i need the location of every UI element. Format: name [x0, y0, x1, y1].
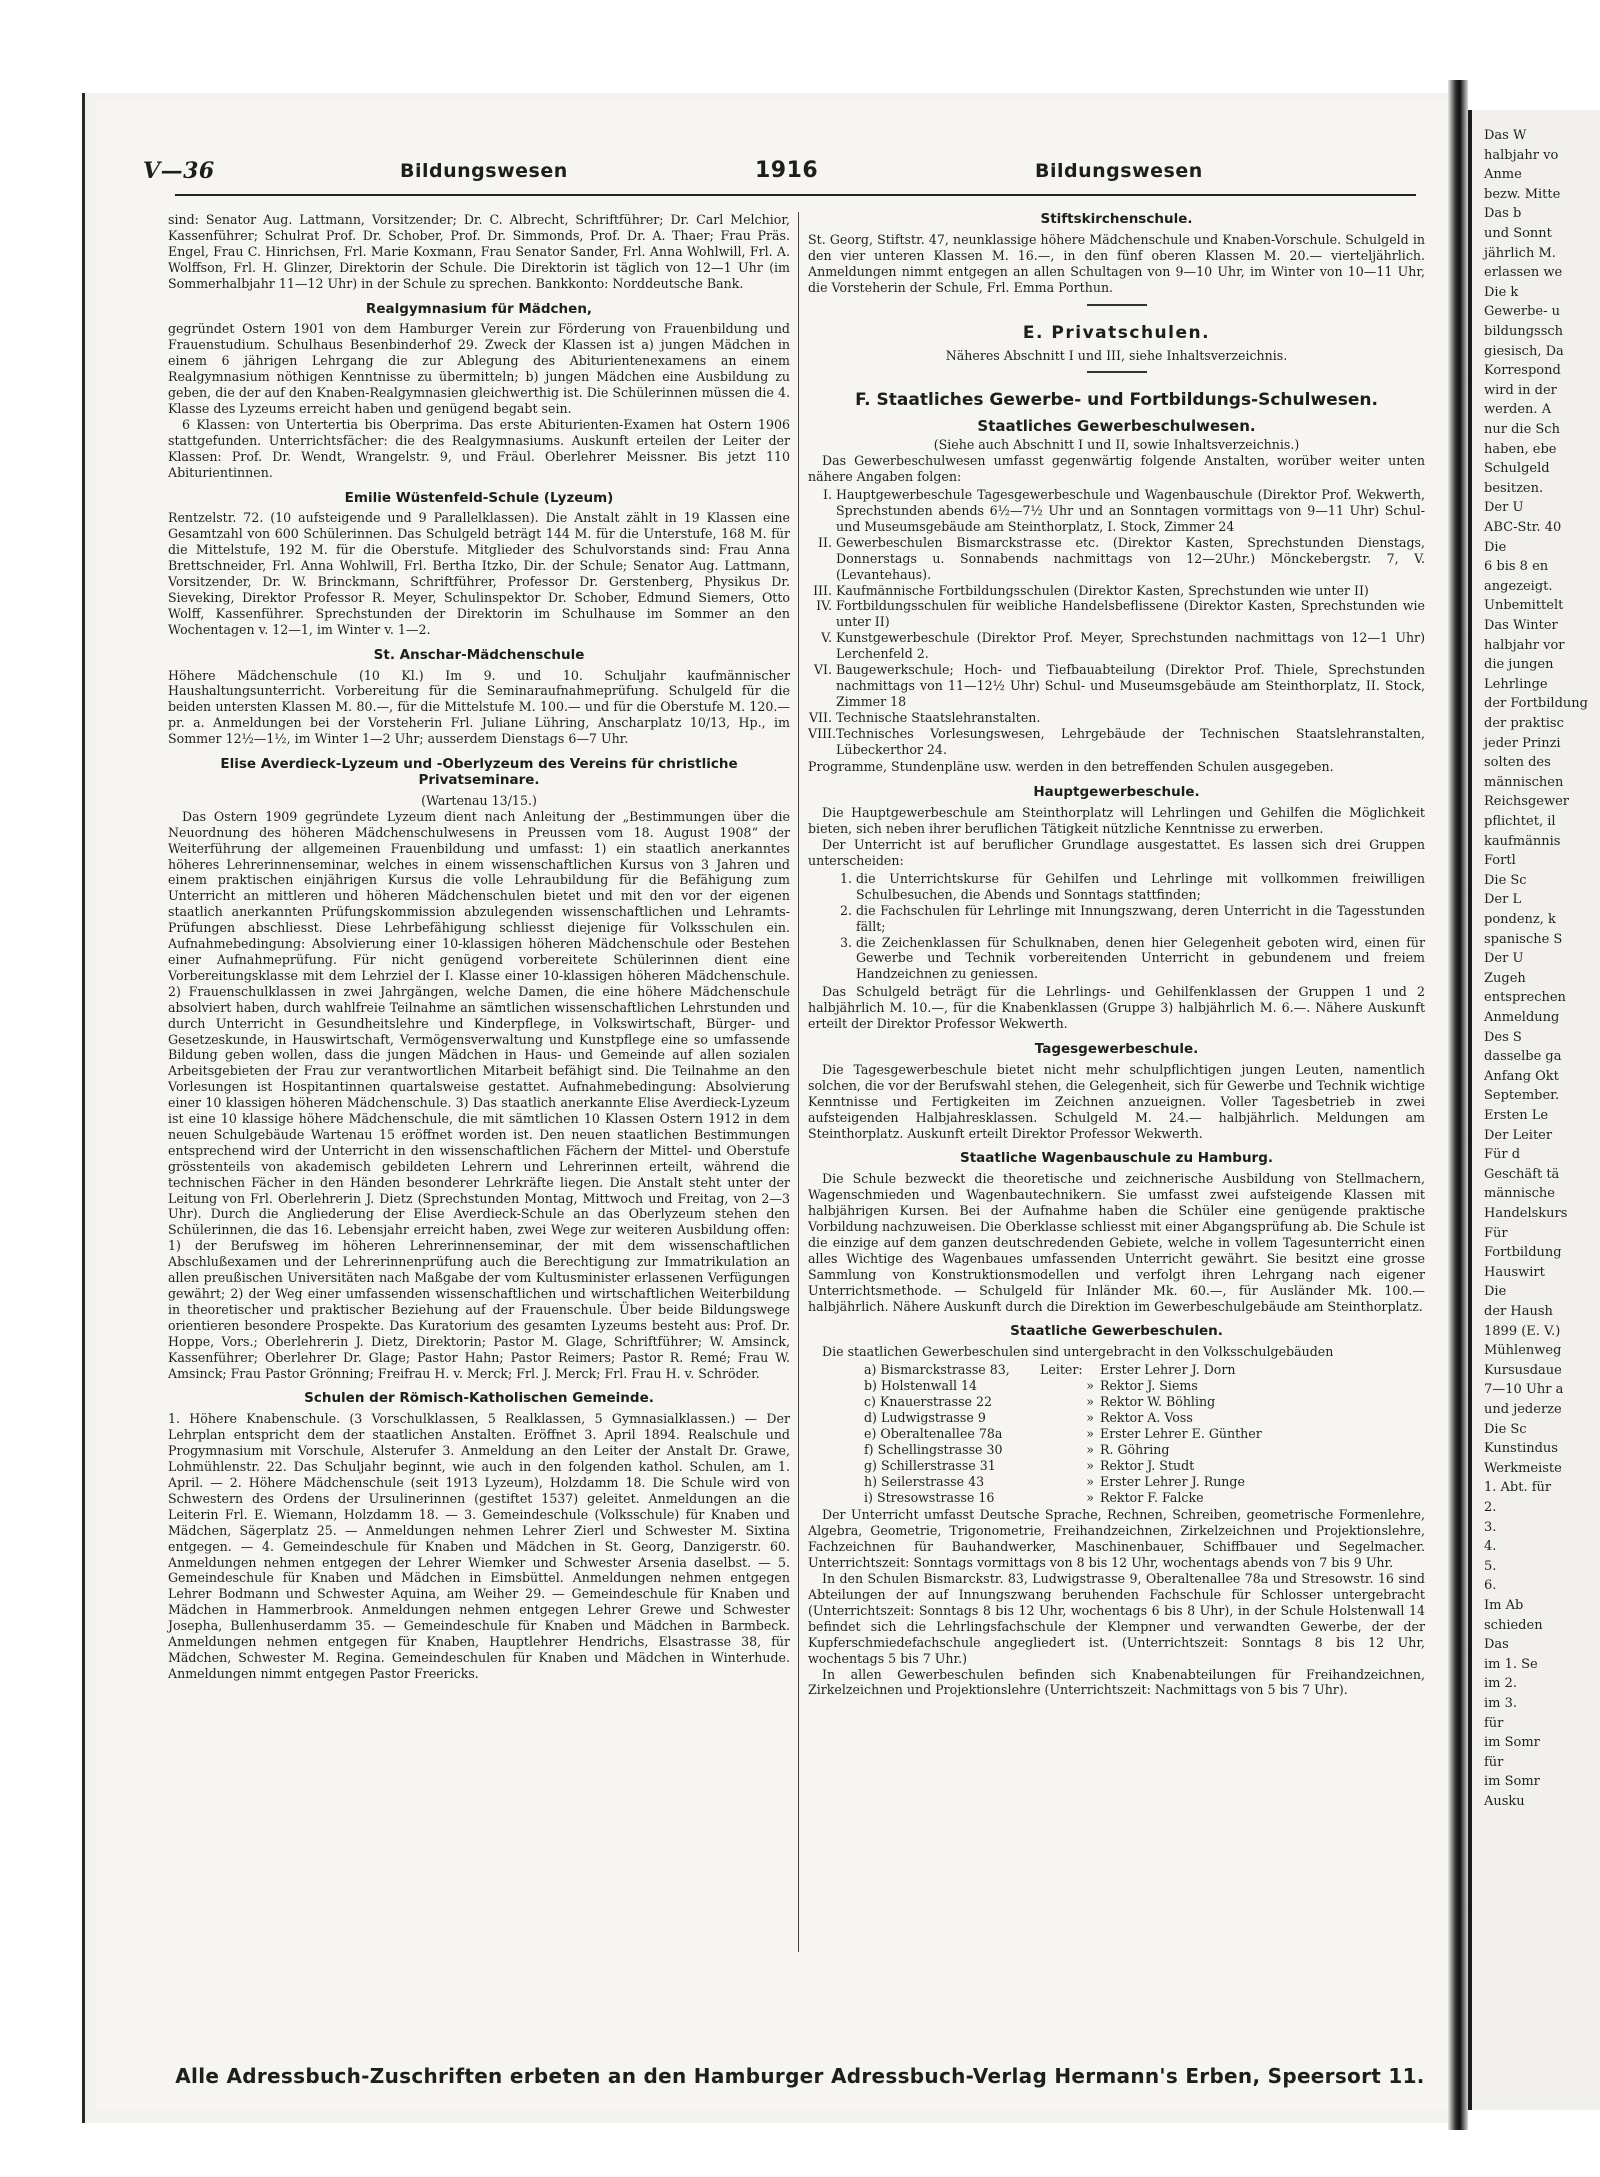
next-page-fragment: werden. A: [1484, 402, 1552, 418]
list-item: [808, 726, 1425, 758]
next-page-fragment: bezw. Mitte: [1484, 186, 1561, 202]
school-address: a) Bismarckstrasse 83,: [864, 1362, 1010, 1378]
next-page-fragment: Werkmeiste: [1484, 1460, 1562, 1476]
paragraph: In allen Gewerbeschulen befinden sich Knabenabteilungen für Freihandzeichnen, Zirkelzeichnen und Projektionslehre (Unterrichtszeit: Nachmittags von 5 bis 7 Uhr).: [808, 1666, 1425, 1698]
list-item-text: Technisches Vorlesungswesen, Lehrgebäude der Technischen Staatslehranstalten, Lübeckerthor 24.: [836, 725, 1425, 757]
next-page-fragment: Das W: [1484, 128, 1527, 143]
next-page-fragment: haben, ebe: [1484, 441, 1557, 457]
list-item-text: die Zeichenklassen für Schulknaben, denen hier Gelegenheit geboten wird, einen für Gewerbe und Technik vorbereitenden Unterricht in gebundenem und freiem Handzeichnen zu geniessen.: [856, 934, 1425, 982]
next-page-fragment: solten des: [1484, 755, 1551, 771]
next-page-fragment: September.: [1484, 1088, 1560, 1104]
next-page-fragment: jeder Prinzi: [1484, 735, 1561, 751]
next-page-fragment: 5.: [1484, 1558, 1497, 1574]
next-page-fragment: männischen: [1484, 774, 1564, 790]
next-page-fragment: männische: [1484, 1186, 1555, 1202]
chapter-note: Näheres Abschnitt I und III, siehe Inhaltsverzeichnis.: [945, 347, 1288, 363]
next-page-fragment: schieden: [1484, 1617, 1543, 1633]
next-page-fragment: Des S: [1484, 1029, 1522, 1045]
next-page-fragment: 6 bis 8 en: [1484, 559, 1549, 575]
paragraph: sind: Senator Aug. Lattmann, Vorsitzender; Dr. C. Albrecht, Schriftführer; Dr. Carl Melchior, Kassenführer; Schulrat Prof. Dr. Schober, Prof. Dr. Simmonds, Prof. Dr. A. Thaer; Frau Präs. Engel, Frau C. Hinrichsen, Frl. Marie Koxmann, Frau Senator Sander, Frl. Anna Wohlwill, Frl. A. Wolffson, Frl. H. Glinzer, Direktorin der Schule. Die Direktorin ist täglich von 12—1 Uhr (im Sommerhalbjahr 11—12 Uhr) in der Schule zu sprechen. Bankkonto: Norddeutsche Bank.: [168, 212, 790, 291]
school-leader: Rektor F. Falcke: [1100, 1489, 1204, 1505]
list-item: [808, 487, 1425, 535]
next-page-fragment: Die Sc: [1484, 872, 1527, 888]
paragraph: Der Unterricht ist auf beruflicher Grundlage ausgestattet. Es lassen sich drei Gruppen unterscheiden:: [808, 837, 1425, 868]
next-page-fragment: der Fortbildung: [1484, 696, 1588, 712]
next-page-fragment: für: [1484, 1715, 1504, 1731]
school-leader: Rektor J. Studt: [1100, 1457, 1195, 1473]
school-leader: Rektor J. Siems: [1100, 1378, 1198, 1394]
next-page-fragment: halbjahr vor: [1484, 637, 1565, 653]
next-page-fragment: 3.: [1484, 1519, 1497, 1535]
group-list: [828, 871, 1425, 982]
paragraph: Rentzelstr. 72. (10 aufsteigende und 9 Parallelklassen). Die Anstalt zählt in 19 Klassen eine Gesamtzahl von 600 Schülerinnen. Das Schulgeld beträgt 144 M. für die Unterstufe, 168 M. für die Mittelstufe, 192 M. für die Oberstufe. Mitglieder des Schulvorstands sind: Frau Anna Brettschneider, Frl. Anna Wohlwill, Frl. Bertha Itzko, Dir. der Schule; Senator Aug. Lattmann, Vorsitzender, Dr. W. Brinckmann, Schriftführer, Professor Dr. Gerstenberg, Physikus Dr. Sieveking, Direktor Professor R. Meyer, Schulinspektor Dr. Schober, Edmund Siemers, Otto Wolff, Kassenführer. Sprechstunden der Direktorin im Schulhause im Sommer an den Wochentagen v. 12—1, im Winter v. 1—2.: [168, 510, 790, 637]
section-subtitle: (Wartenau 13/15.): [421, 792, 537, 808]
school-address: f) Schellingstrasse 30: [864, 1441, 1003, 1457]
next-page-fragment: im 3.: [1484, 1696, 1518, 1711]
list-item-number: 2.: [839, 902, 852, 918]
paragraph: Das Schulgeld beträgt für die Lehrlings- und Gehilfenklassen der Gruppen 1 und 2 halbjährlich M. 10.—, für die Knabenklassen (Gruppe 3) halbjährlich M. 6.—. Nähere Auskunft erteilt der Direktor Professor Wekwerth.: [808, 984, 1425, 1032]
book-gutter: [1448, 80, 1468, 2130]
next-page-fragment: Der U: [1484, 500, 1524, 516]
next-page-fragment: Der Leiter: [1484, 1127, 1553, 1143]
paragraph: Die staatlichen Gewerbeschulen sind untergebracht in den Volksschulgebäuden: [822, 1344, 1334, 1360]
next-page-fragment: im 2.: [1484, 1676, 1518, 1692]
next-page-fragment: im 1. Se: [1484, 1656, 1538, 1672]
section-heading: Hauptgewerbeschule.: [1033, 784, 1200, 801]
next-page-fragment: Ersten Le: [1484, 1108, 1549, 1123]
next-page-fragment: und jederze: [1484, 1402, 1562, 1417]
paragraph: gegründet Ostern 1901 von dem Hamburger Verein zur Förderung von Frauenbildung und Frauenstudium. Schulhaus Besenbinderhof 29. Zweck der Klassen ist a) jungen Mädchen in einem 6 jährigen Lehrgang die zur Ablegung des Abiturientenexamens an einem Realgymnasium nöthigen Kenntnisse zu übermitteln; b) jungen Mädchen eine Ausbildung zu geben, die der auf den Knaben-Realgymnasien gleichwerthig ist. Die Schülerinnen müssen die 4. Klasse des Lyzeums erreicht haben und genügend begabt sein.: [168, 321, 790, 416]
leiter-marker: »: [1086, 1394, 1094, 1410]
next-page-fragment: Der L: [1484, 892, 1522, 908]
next-page-fragment: Handelskurs: [1484, 1206, 1568, 1221]
school-address: h) Seilerstrasse 43: [864, 1473, 985, 1489]
leiter-marker: »: [1086, 1410, 1094, 1425]
next-page-fragment: halbjahr vo: [1484, 147, 1559, 163]
next-page-fragment: der Haush: [1484, 1304, 1553, 1319]
school-leader: R. Göhring: [1100, 1441, 1170, 1457]
next-page-fragment: 6.: [1484, 1578, 1497, 1594]
next-page-fragment: Im Ab: [1484, 1598, 1524, 1613]
leiter-marker: »: [1086, 1457, 1094, 1473]
next-page-fragment: Die Sc: [1484, 1421, 1527, 1437]
section-heading: Tagesgewerbeschule.: [1034, 1040, 1199, 1057]
next-page-fragment: Anmeldung: [1484, 1010, 1560, 1025]
next-page-fragment: im Somr: [1484, 1735, 1540, 1751]
next-page-fragment: Die k: [1484, 284, 1519, 300]
next-page-fragment: Ausku: [1484, 1794, 1525, 1809]
institution-list: [808, 487, 1425, 757]
list-item: [808, 662, 1425, 710]
next-page-fragment: besitzen.: [1484, 480, 1544, 496]
paragraph: In den Schulen Bismarckstr. 83, Ludwigstrasse 9, Oberaltenallee 78a und Stresowstr. 16 sind Abteilungen der auf Innungszwang beruhenden Fachschule für Schlosser untergebracht (Unterrichtszeit: Sonntags 8 bis 12 Uhr, wochentags 6 bis 8 Uhr), in der Schule Holstenwall 14 befindet sich die Lehrlingsfachschule der Klempner und verwandten Gewerbe, der der Kupferschmiedefachschule angegliedert ist. (Unterrichtszeit: Sonntags 8 bis 12 Uhr, wochentags 5 bis 7 Uhr.): [808, 1571, 1425, 1666]
next-page-fragment: im Somr: [1484, 1774, 1540, 1790]
list-item: [808, 630, 1425, 662]
next-page-fragment: Für: [1484, 1225, 1508, 1241]
chapter-heading: F. Staatliches Gewerbe- und Fortbildungs-Schulwesen.: [855, 390, 1378, 411]
next-page-fragment: dasselbe ga: [1484, 1049, 1562, 1065]
table-row: [864, 1490, 1268, 1506]
next-page-fragment: entsprechen: [1484, 990, 1566, 1006]
list-item-number: 1.: [839, 870, 852, 886]
next-page-fragment: Das b: [1484, 206, 1522, 222]
next-page-edge: [1468, 110, 1600, 2110]
next-page-fragment: kaufmännis: [1484, 833, 1561, 849]
paragraph: Höhere Mädchenschule (10 Kl.) Im 9. und 10. Schuljahr kaufmännischer Haushaltungsunterricht. Vorbereitung für die Seminaraufnahmeprüfung. Schulgeld für die beiden untersten Klassen M. 80.—, für die Mittelstufe M. 100.— und für die Oberstufe M. 120.— pr. a. Anmeldungen bei der Vorsteherin Frl. Juliane Lühring, Anscharplatz 10/13, Hp., im Sommer 12½—1½, im Winter 1—2 Uhr; ausserdem Dienstags 6—7 Uhr.: [168, 667, 790, 747]
next-page-fragment: Kunstindus: [1484, 1441, 1558, 1457]
next-page-fragment: bildungssch: [1484, 324, 1564, 339]
next-page-fragment: Hauswirt: [1484, 1264, 1545, 1280]
table-row: [864, 1442, 1268, 1458]
paragraph: Das Ostern 1909 gegründete Lyzeum dient nach Anleitung der „Bestimmungen über die Neuordnung des höheren Mädchenschulwesens in Preussen vom 18. August 1908“ der Weiterführung der allgemeinen Frauenbildung und umfasst: 1) ein staatlich anerkanntes höheres Lehrerinnenseminar, welches in einem wissenschaftlichen Kursus von 3 Jahren und einem praktischen einjährigen Kursus die volle Lehraubildung für die Befähigung zum Unterricht an mittleren und höheren Mädchenschulen bietet und mit den vor der eigenen staatlich anerkannten Prüfungskommission abzulegenden wissenschaftlichen und Lehramts-Prüfungen abschliesst. Diese Lehrbefähigung schliesst diejenige für Volksschulen ein. Aufnahmebedingung: Absolvierung einer 10-klassigen höheren Mädchenschule oder Bestehen einer Aufnahmeprüfung. Für nicht genügend vorbereitete Schülerinnen dient eine Vorbereitungsklasse mit dem Lehrziel der I. Klasse einer 10-klassigen höheren Mädchenschule. 2) Frauenschulklassen in zwei Jahrgängen, welche Damen, die eine höhere Mädchenschule absolviert haben, durch wahlfreie Teilnahme an sämtlichen wissenschaftlichen Lehrstunden und durch Unterricht in Gesundheitslehre und Kinderpflege, in Volkswirtschaft, Bürger- und Gesetzeskunde, in Hauswirtschaft, Vermögensverwaltung und Kunstpflege eine so umfassende Bildung geben wollen, dass die jungen Mädchen in Haus- und Gemeinde auf allen sozialen Arbeitsgebieten der Frau zur verantwortlichen Mitarbeit befähigt sind. Die Teilnahme an den Vorlesungen ist Hospitantinnen quartalsweise gestattet. Aufnahmebedingung: Absolvierung einer 10 klassigen höheren Mädchenschule. 3) Das staatlich anerkannte Elise Averdieck-Lyzeum ist eine 10 klassige höhere Mädchenschule, die mit sämtlichen 10 Klassen Ostern 1912 in dem neuen Schulgebäude Wartenau 15 eröffnet worden ist. Den neuen staatlichen Bestimmungen entsprechend wird der Unterricht in den wissenschaftlichen Fächern der Mittel- und Oberstufe grösstenteils von akademisch gebildeten Lehrern und Lehrerinnen erteilt, während die technischen Fächer in den Händen besonderer Lehrkräfte liegen. Die Anstalt steht unter der Leitung von Frl. Oberlehrerin J. Dietz (Sprechstunden Montag, Mittwoch und Freitag, von 2—3 Uhr). Durch die Angliederung der Elise Averdieck-Schule an das Oberlyzeum stehen den Schülerinnen, die das 16. Lebensjahr erreicht haben, zwei Wege zur weiteren Ausbildung offen: 1) der Berufsweg im höheren Lehrerinnenseminar, der mit dem wissenschaftlichen Abschlußexamen und der Lehrerinnenprüfung auch die Berechtigung zur Immatrikulation an allen preußischen Universitäten nach Maßgabe der vom Kultusminister erlassenen Verfügungen gewährt; 2) der Weg einer umfassenden wissenschaftlichen und wirtschaftlichen Weiterbildung in theoretischer und praktischer Beziehung auf der Frauenschule. Über beide Bildungswege orientieren besondere Prospekte. Das Kuratorium des gesamten Lyzeums besteht aus: Prof. Dr. Hoppe, Vors.; Oberlehrerin J. Dietz, Direktorin; Pastor M. Glage, Schriftführer; W. Amsinck, Kassenführer; Oberlehrer Dr. Glage; Pastor Hahn; Pastor Reimers; Pastor R. Remé; Frau W. Amsinck; Frau Pastor Grönning; Freifrau H. v. Merck; Frl. J. Merck; Frl. Frau H. v. Schröder.: [168, 808, 790, 1381]
next-page-fragment: Anfang Okt: [1484, 1068, 1559, 1084]
list-item-number: 3.: [839, 934, 852, 950]
list-item-number: VIII.: [808, 725, 837, 741]
list-item-number: VI.: [813, 662, 832, 678]
paragraph: Die Hauptgewerbeschule am Steinthorplatz will Lehrlingen und Gehilfen die Möglichkeit bieten, sich neben ihrer beruflichen Tätigkeit nützliche Kenntnisse zu erwerben.: [808, 805, 1425, 837]
school-leader: Rektor W. Böhling: [1100, 1394, 1216, 1410]
next-page-fragment: Das: [1484, 1637, 1509, 1653]
paragraph: Programme, Stundenpläne usw. werden in den betreffenden Schulen ausgegeben.: [808, 759, 1334, 775]
footer-notice: Alle Adressbuch-Zuschriften erbeten an den Hamburger Adressbuch-Verlag Hermann's Erben, Speersort 11.: [175, 2064, 1425, 2088]
list-item-text: Hauptgewerbeschule Tagesgewerbeschule und Wagenbauschule (Direktor Prof. Wekwerth, Sprechstunden abends 6½—7½ Uhr und an Sonntagen vormittags von 9—11 Uhr) Schul- und Museumsgebäude am Steinthorplatz, I. Stock, Zimmer 24: [836, 487, 1425, 534]
next-page-fragment: Fortbildung: [1484, 1245, 1562, 1261]
school-address: c) Knauerstrasse 22: [864, 1394, 993, 1410]
list-item-text: Fortbildungsschulen für weibliche Handelsbeflissene (Direktor Kasten, Sprechstunden wie unter II): [836, 598, 1425, 630]
next-page-fragment: Fortl: [1484, 853, 1516, 869]
leiter-marker: »: [1086, 1489, 1094, 1505]
list-item: [808, 710, 1425, 726]
next-page-fragment: und Sonnt: [1484, 226, 1552, 241]
list-item-number: VII.: [808, 709, 832, 725]
next-page-fragment: für: [1484, 1754, 1504, 1770]
next-page-fragment: Lehrlinge: [1484, 676, 1548, 692]
next-page-fragment: Kursusdaue: [1484, 1362, 1562, 1378]
list-item-number: V.: [821, 630, 832, 646]
section-heading: Schulen der Römisch-Katholischen Gemeinde.: [304, 1390, 654, 1407]
list-item: [828, 935, 1425, 983]
list-item-text: Technische Staatslehranstalten.: [836, 709, 1041, 725]
table-row: [864, 1410, 1268, 1426]
subchapter-heading: Staatliches Gewerbeschulwesen.: [977, 417, 1256, 436]
next-page-fragment: Anme: [1484, 167, 1522, 183]
next-page-fragment: pondenz, k: [1484, 912, 1556, 927]
list-item-text: Baugewerkschule; Hoch- und Tiefbauabteilung (Direktor Prof. Thiele, Sprechstunden nachmittags von 11—12½ Uhr) Schul- und Museumsgebäude am Steinthorplatz, II. Stock, Zimmer 18: [836, 662, 1425, 709]
school-address: i) Stresowstrasse 16: [864, 1489, 995, 1505]
next-page-fragment: 2.: [1484, 1500, 1497, 1515]
school-table: [864, 1362, 1268, 1505]
next-page-fragment: spanische S: [1484, 931, 1563, 947]
list-item-text: Kunstgewerbeschule (Direktor Prof. Meyer, Sprechstunden nachmittags von 12—1 Uhr) Lerchenfeld 2.: [836, 630, 1425, 662]
next-page-fragment: giesisch, Da: [1484, 343, 1564, 359]
paragraph: St. Georg, Stiftstr. 47, neunklassige höhere Mädchenschule und Knaben-Vorschule. Schulgeld in den vier unteren Klassen M. 16.—, in den fünf oberen Klassen M. 20.— vierteljährlich. Anmeldungen nimmt entgegen an allen Schultagen von 9—10 Uhr, im Winter von 10—11 Uhr, die Vorsteherin der Schule, Frl. Emma Porthun.: [808, 231, 1425, 295]
list-item: [808, 583, 1425, 599]
paragraph: 6 Klassen: von Untertertia bis Oberprima. Das erste Abiturienten-Examen hat Ostern 1906 stattgefunden. Unterrichtsfächer: die des Realgymnasiums. Auskunft erteilen der Leiter der Klassen: Prof. Dr. Wendt, Wrangelstr. 9, und Fräul. Oberlehrer Meissner. Bis jetzt 110 Abiturientinnen.: [168, 416, 790, 480]
paragraph: Die Schule bezweckt die theoretische und zeichnerische Ausbildung von Stellmachern, Wagenschmieden und Wagenbautechnikern. Sie umfasst zwei aufsteigende Klassen mit halbjährigen Kursen. Bei der Aufnahme haben die Schüler eine genügende praktische Vorbildung nachzuweisen. Die Oberklasse schliesst mit einer Abgangsprüfung ab. Die Schule ist die einzige auf dem ganzen deutschredenden Gebiete, welche in vollem Tagesunterricht einen alles Wichtige des Wagenbaues umfassenden Unterricht gewährt. Sie besitzt eine grosse Sammlung von Konstruktionsmodellen und verfolgt ihren Lehrgang nach eigener Unterrichtsmethode. — Schulgeld für Inländer Mk. 60.—, für Ausländer Mk. 100.— halbjährlich. Nähere Auskunft durch die Direktion im Gewerbeschulgebäude am Steinthorplatz.: [808, 1171, 1425, 1314]
paragraph: Die Tagesgewerbeschule bietet nicht mehr schulpflichtigen jungen Leuten, namentlich solchen, die vor der Berufswahl stehen, die Gelegenheit, sich für Gewerbe und Technik wichtige Kenntnisse und Fertigkeiten im Zeichnen anzueignen. Voller Tagesbetrieb in zwei aufsteigenden Halbjahresklassen. Schulgeld M. 24.— halbjährlich. Meldungen am Steinthorplatz. Auskunft erteilt Direktor Professor Wekwerth.: [808, 1061, 1425, 1141]
paragraph: 1. Höhere Knabenschule. (3 Vorschulklassen, 5 Realklassen, 5 Gymnasialklassen.) — Der Lehrplan entspricht dem der staatlichen Anstalten. Eröffnet 3. April 1894. Realschule und Progymnasium mit Vorschule, Alsterufer 3. Anmeldung an den Leiter der Anstalt Dr. Grawe, Lohmühlenstr. 22. Das Schuljahr beginnt, wie auch in den folgenden kathol. Schulen, am 1. April. — 2. Höhere Mädchenschule (seit 1913 Lyzeum), Holzdamm 18. Die Schule wird von Schwestern des Ordens der Ursulinerinnen (gestiftet 1537) geleitet. Anmeldungen an die Leiterin Frl. E. Wiemann, Holzdamm 18. — 3. Gemeindeschule (Volksschule) für Knaben und Mädchen, Sägerplatz 25. — Anmeldungen nehmen Lehrer Zierl und Schwester M. Sixtina entgegen. — 4. Gemeindeschule für Knaben und Mädchen in St. Georg, Danzigerstr. 60. Anmeldungen nehmen entgegen der Lehrer Wiemker und Schwester Arsenia daselbst. — 5. Gemeindeschule für Knaben und Mädchen in Eimsbüttel. Anmeldungen nehmen entgegen Lehrer Bodmann und Schwester Aquina, am Weiher 29. — Gemeindeschule für Knaben und Mädchen in Hammerbrook. Anmeldungen nehmen entgegen Lehrer Grewe und Schwester Josepha, Bullenhuserdamm 35. — Gemeindeschule für Knaben und Mädchen in Barmbeck. Anmeldungen nehmen entgegen für Knaben, Hauptlehrer Hendrichs, Elsastrasse 38, für Mädchen, Schwester M. Regina. Gemeindeschulen für Knaben und Mädchen in Winterhude. Anmeldungen nimmt entgegen Pastor Freericks.: [168, 1411, 790, 1681]
page-number: V—36: [143, 158, 215, 184]
table-row: [864, 1458, 1268, 1474]
next-page-fragment: Die: [1484, 1284, 1507, 1300]
paragraph: Der Unterricht umfasst Deutsche Sprache, Rechnen, Schreiben, geometrische Formenlehre, Algebra, Geometrie, Trigonometrie, Freihandzeichnen, Zirkelzeichnen und Projektionslehre, Fachzeichnen für Bauhandwerker, Maschinenbauer, Schiffbauer und Segelmacher. Unterrichtszeit: Sonntags vormittags von 8 bis 12 Uhr, wochentags abends von 7 bis 9 Uhr.: [808, 1507, 1425, 1571]
school-address: g) Schillerstrasse 31: [864, 1457, 996, 1473]
leiter-marker: »: [1086, 1378, 1094, 1394]
next-page-fragment: 1899 (E. V.): [1484, 1323, 1561, 1339]
paragraph: Das Gewerbeschulwesen umfasst gegenwärtig folgende Anstalten, worüber weiter unten nähere Angaben folgen:: [808, 453, 1425, 485]
next-page-fragment: wird in der: [1484, 382, 1557, 398]
running-title-left: Bildungswesen: [400, 160, 568, 182]
next-page-fragment: Der U: [1484, 951, 1524, 967]
next-page-fragment: nur die Sch: [1484, 422, 1560, 437]
subchapter-note: (Siehe auch Abschnitt I und II, sowie Inhaltsverzeichnis.): [933, 437, 1300, 453]
list-item-text: die Unterrichtskurse für Gehilfen und Lehrlinge mit vollkommen freiwilligen Schulbesuchen, die Abends und Sonntags stattfinden;: [856, 870, 1425, 902]
separator: [1087, 371, 1147, 373]
next-page-fragment: 7—10 Uhr a: [1484, 1382, 1564, 1398]
next-page-fragment: pflichtet, il: [1484, 814, 1556, 829]
leiter-marker: »: [1086, 1425, 1094, 1441]
next-page-fragment: 4.: [1484, 1539, 1497, 1555]
school-address: e) Oberaltenallee 78a: [864, 1425, 1003, 1441]
table-row: [864, 1378, 1268, 1394]
list-item-number: IV.: [816, 598, 832, 614]
separator: [1087, 304, 1147, 306]
list-item: [828, 871, 1425, 903]
section-heading: Elise Averdieck-Lyzeum und -Oberlyzeum des Vereins für christliche Privatseminare.: [220, 756, 738, 788]
year-label: 1916: [755, 158, 819, 183]
next-page-fragment: erlassen we: [1484, 265, 1563, 281]
list-item-text: die Fachschulen für Lehrlinge mit Innungszwang, deren Unterricht in die Tagesstunden fällt;: [856, 902, 1425, 934]
leiter-marker: »: [1086, 1473, 1094, 1489]
list-item-text: Gewerbeschulen Bismarckstrasse etc. (Direktor Kasten, Sprechstunden Dienstags, Donnerstags u. Sonnabends nachmittags von 12—2Uhr.) Mönckebergstr. 7, V. (Levantehaus).: [836, 534, 1425, 582]
section-heading: Staatliche Gewerbeschulen.: [1010, 1323, 1223, 1340]
next-page-fragment: Geschäft tä: [1484, 1166, 1560, 1182]
next-page-fragment: Für d: [1484, 1147, 1521, 1163]
next-page-fragment: Reichsgewer: [1484, 794, 1570, 810]
right-column: [808, 212, 1425, 1698]
table-row: [864, 1474, 1268, 1490]
list-item: [828, 903, 1425, 935]
next-page-fragment: Gewerbe- u: [1484, 304, 1561, 320]
header-rule: [175, 194, 1416, 196]
section-heading: Realgymnasium für Mädchen,: [365, 300, 593, 317]
table-row: [864, 1362, 1268, 1378]
chapter-heading: E. Privatschulen.: [1022, 322, 1211, 343]
next-page-fragment: Korrespond: [1484, 363, 1561, 379]
list-item-number: II.: [818, 534, 832, 550]
page-header: [95, 158, 1448, 192]
next-page-fragment: jährlich M.: [1484, 245, 1556, 261]
school-leader: Erster Lehrer J. Dorn: [1100, 1362, 1236, 1378]
next-page-fragment: Mühlenweg: [1484, 1343, 1562, 1359]
left-column: [168, 212, 790, 1682]
table-row: [864, 1394, 1268, 1410]
next-page-fragment: angezeigt.: [1484, 578, 1553, 594]
next-page-fragment: der praktisc: [1484, 716, 1564, 731]
book-page: [95, 100, 1448, 2110]
section-heading: Emilie Wüstenfeld-Schule (Lyzeum): [344, 489, 614, 506]
list-item: [808, 598, 1425, 630]
list-item-text: Kaufmännische Fortbildungsschulen (Direktor Kasten, Sprechstunden wie unter II): [836, 582, 1369, 598]
column-divider: [798, 212, 799, 1952]
next-page-fragment: Zugeh: [1484, 970, 1526, 986]
next-page-fragment: Unbemittelt: [1484, 598, 1564, 614]
list-item-number: I.: [823, 487, 832, 503]
school-address: b) Holstenwall 14: [864, 1378, 978, 1394]
next-page-fragment: Schulgeld: [1484, 461, 1550, 477]
school-leader: Rektor A. Voss: [1100, 1410, 1193, 1425]
section-heading: St. Anschar-Mädchenschule: [373, 646, 585, 663]
school-leader: Erster Lehrer E. Günther: [1100, 1425, 1262, 1441]
list-item-number: III.: [813, 582, 832, 598]
school-leader: Erster Lehrer J. Runge: [1100, 1473, 1245, 1489]
next-page-fragment: 1. Abt. für: [1484, 1480, 1552, 1496]
next-page-fragment: die jungen: [1484, 657, 1554, 673]
leiter-marker: Leiter:: [1040, 1362, 1083, 1378]
leiter-marker: »: [1086, 1441, 1094, 1457]
section-heading: Staatliche Wagenbauschule zu Hamburg.: [959, 1150, 1274, 1167]
running-title-right: Bildungswesen: [1035, 160, 1203, 182]
table-row: [864, 1426, 1268, 1442]
list-item: [808, 535, 1425, 583]
school-address: d) Ludwigstrasse 9: [864, 1410, 986, 1425]
next-page-fragment: ABC-Str. 40: [1484, 520, 1562, 535]
section-heading: Stiftskirchenschule.: [1040, 211, 1193, 227]
next-page-fragment: Die: [1484, 539, 1507, 555]
next-page-fragment: Das Winter: [1484, 618, 1558, 633]
